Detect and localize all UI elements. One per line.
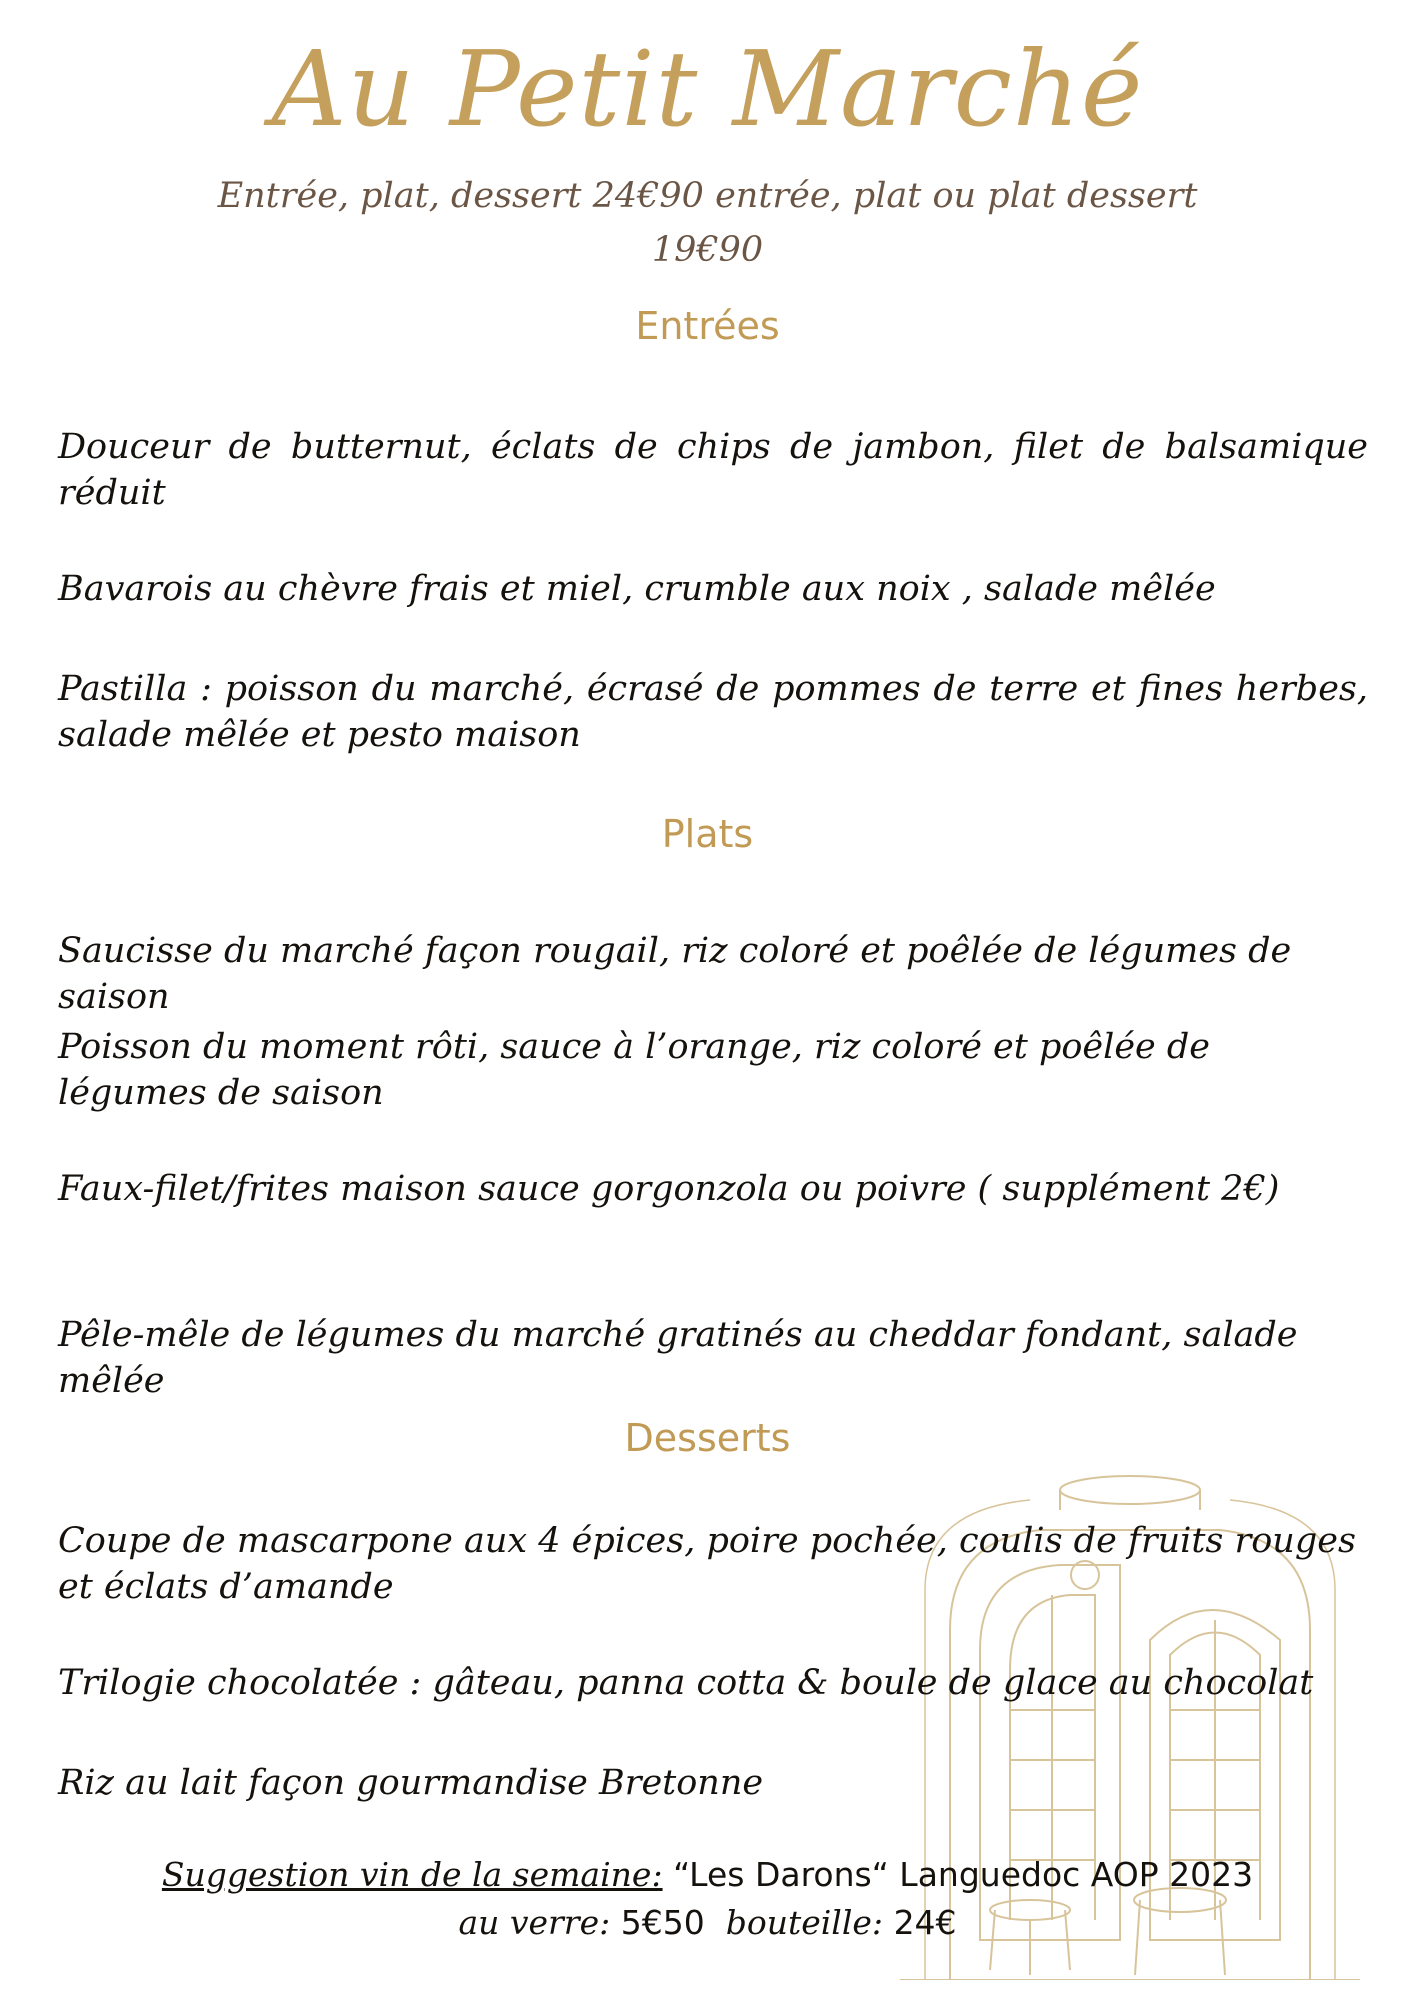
wine-glass-label: au verre:	[458, 1903, 611, 1942]
entree-item: Bavarois au chèvre frais et miel, crumble aux noix , salade mêlée	[58, 569, 1216, 609]
restaurant-title: Au Petit Marché	[271, 28, 1144, 150]
wine-name: “Les Darons“ Languedoc AOP 2023	[673, 1855, 1254, 1894]
dessert-item: Riz au lait façon gourmandise Bretonne	[58, 1763, 764, 1803]
formula-price-line-2: 19€90	[651, 230, 764, 270]
entree-item: Pastilla : poisson du marché, écrasé de pommes de terre et fines herbes, salade mêlée et pesto maison	[58, 669, 1368, 755]
formula-price-line-1: Entrée, plat, dessert 24€90 entrée, plat ou plat dessert	[217, 176, 1198, 216]
section-title-entrees: Entrées	[635, 304, 780, 348]
wine-prices	[0, 1900, 1415, 1946]
wine-bottle-label: bouteille:	[725, 1903, 884, 1942]
section-title-desserts: Desserts	[624, 1416, 791, 1460]
wine-suggestion	[0, 1852, 1415, 1898]
wine-glass-price: 5€50	[620, 1903, 705, 1942]
dessert-item: Trilogie chocolatée : gâteau, panna cotta & boule de glace au chocolat	[58, 1663, 1314, 1703]
section-title-plats: Plats	[661, 812, 754, 856]
wine-bottle-price: 24€	[893, 1903, 957, 1942]
plat-item: Faux-filet/frites maison sauce gorgonzola ou poivre ( supplément 2€)	[58, 1169, 1280, 1209]
plat-item: Saucisse du marché façon rougail, riz coloré et poêlée de légumes de saison	[58, 931, 1292, 1017]
entree-item: Douceur de butternut, éclats de chips de jambon, filet de balsamique réduit	[58, 427, 1368, 513]
wine-suggestion-label: Suggestion vin de la semaine:	[161, 1855, 663, 1894]
dessert-item: Coupe de mascarpone aux 4 épices, poire pochée, coulis de fruits rouges et éclats d’amande	[58, 1521, 1356, 1607]
plat-item: Poisson du moment rôti, sauce à l’orange, riz coloré et poêlée de légumes de saison	[58, 1027, 1210, 1113]
plat-item: Pêle-mêle de légumes du marché gratinés au cheddar fondant, salade mêlée	[58, 1315, 1298, 1401]
